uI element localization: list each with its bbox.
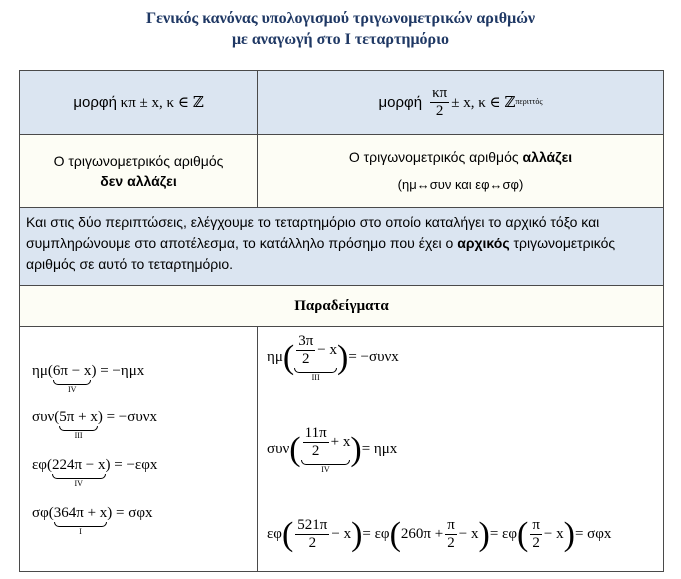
rule-right-bold: αλλάζει [522, 149, 573, 165]
example-left-2: συν( 5π + x III ) = −συνx [32, 409, 158, 440]
quadrant-label: IV [74, 479, 83, 488]
note-text-after: τριγωνομετρικός αριθμός σε αυτό το τεταρτημόριο. [26, 235, 616, 272]
quadrant-label: I [79, 527, 82, 536]
header-right-prefix: μορφή [378, 94, 423, 111]
fraction: $\frac{11\pi}{2}$ [304, 425, 327, 459]
fraction: $\frac{3\pi}{2}$ [298, 333, 314, 367]
rule-right-cell [258, 135, 663, 207]
quadrant-label: IV [67, 385, 77, 394]
fraction: $\frac{\pi}{2}$ [532, 517, 540, 551]
divider [20, 326, 663, 327]
rule-right-line1: Ο τριγωνομετρικός αριθμός [348, 149, 519, 165]
rule-left-cell [20, 135, 257, 207]
note-text-bold: αρχικός [457, 235, 510, 251]
example-left-3: εφ( 224π − x IV ) = −εφx [32, 457, 158, 488]
example-right-3: εφ ( $\frac{521\pi}{2}$ − x ) = εφ ( 260π + $\frac{\pi}{2}$ − x ) = εφ ( $\frac{\pi}{2}$ − x ) = σφx [267, 515, 612, 553]
rules-table [19, 70, 664, 572]
note-cell [26, 212, 658, 282]
header-right-cell [258, 71, 663, 134]
quadrant-label: IV [321, 465, 330, 474]
fraction: $\frac{521\pi}{2}$ [297, 517, 328, 551]
title-line-2: με αναγωγή στο Ι τεταρτημόριο [231, 31, 450, 48]
quadrant-label: III [74, 431, 83, 440]
page-title [0, 8, 681, 50]
quadrant-label: III [311, 373, 320, 382]
divider [20, 207, 663, 208]
example-right-2: συν ( $\frac{11\pi}{2}$ + x IV ) = ημx [267, 425, 398, 474]
column-divider [257, 327, 258, 571]
rule-left-line2: δεν αλλάζει [100, 173, 177, 189]
fraction: $\frac{\pi}{2}$ [447, 517, 455, 551]
header-right-subscript: περιττός [515, 97, 543, 106]
rule-left-line1: Ο τριγωνομετρικός αριθμός [53, 153, 224, 169]
example-left-4: σφ( 364π + x I ) = σφx [32, 505, 153, 536]
rule-right-line2: (ημ↔συν και εφ↔σφ) [397, 177, 524, 192]
title-line-1: Γενικός κανόνας υπολογισμού τριγωνομετρικών αριθμών [145, 10, 536, 27]
example-left-1: ημ( 6π − x IV ) = −ημx [32, 363, 145, 394]
example-right-1: ημ ( $\frac{3\pi}{2}$ − x III ) = −συνx [267, 333, 399, 382]
header-left-formula: κπ ± x, κ ∈ ℤ [120, 95, 204, 111]
header-left-prefix: μορφή [73, 94, 117, 111]
header-right-formula: ± x, κ ∈ ℤ [451, 95, 516, 111]
header-left-cell [20, 71, 257, 134]
header-right-fraction: $\frac{\kappa\pi}{2}$ [432, 85, 448, 119]
examples-heading: Παραδείγματα [294, 297, 389, 314]
note-text-before: Και στις δύο περιπτώσεις, ελέγχουμε το τεταρτημόριο στο οποίο καταλήγει το αρχικό τόξο και συμπληρώνουμε στο αποτέλεσμα, το κατάλληλο πρόσημο που έχει ο [26, 214, 600, 251]
